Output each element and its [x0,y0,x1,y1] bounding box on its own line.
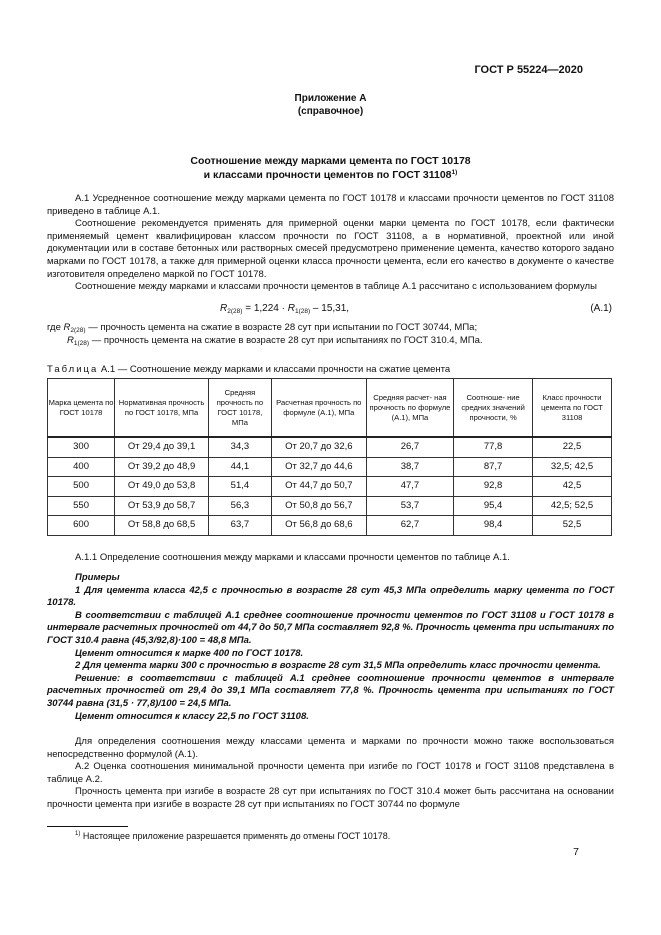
table-caption [47,364,450,377]
cell-grade: 500 [48,477,115,497]
annex-subtitle: (справочное) [297,106,364,117]
footnote-separator [47,826,128,827]
header-grade: Марка цемента по ГОСТ 10178 [48,379,115,438]
cell-grade: 300 [48,437,115,457]
annex-main-title [47,155,614,182]
footnote [75,830,390,843]
example-1-result: Цемент относится к марке 400 по ГОСТ 10178. [75,647,304,659]
table-a1 [47,378,612,536]
footnote-mark: 1) [75,831,81,837]
example-2-solution: Решение: в соответствии с таблицей А.1 среднее соотношение прочности цементов в интервале расчетных прочностей от 29,4 до 39,1 МПа составляет 77,8 %. Прочность цемента при испытаниях по ГОСТ 30744 равна (31,5 · 77,8)/100 = 24,5 МПа. [47,672,614,709]
header-calculated-strength: Расчетная прочность по формуле (А.1), МПа [271,379,366,438]
formula-number: (А.1) [590,303,612,314]
cell-mean-calculated: 47,7 [366,477,453,497]
cell-class: 42,5; 52,5 [533,496,612,516]
header-normative-strength: Нормативная прочность по ГОСТ 10178, МПа [115,379,209,438]
cell-calculated: От 44,7 до 50,7 [271,477,366,497]
example-2-task: 2 Для цемента марки 300 с прочностью в возрасте 28 сут 31,5 МПа определить класс прочности цемента. [75,660,601,672]
legend-r2-text: — прочность цемента на сжатие в возрасте 28 сут при испытании по ГОСТ 30744, МПа; [85,322,478,333]
legend-r2-symbol: R [63,322,71,333]
formula-r-sub: 1(28) [294,308,311,315]
legend-r1-symbol: R [67,334,74,346]
intro-text [47,193,614,294]
formula-lhs: R [220,303,228,314]
header-mean-calculated-strength: Средняя расчет- ная прочность по формуле (А.1), МПа [366,379,453,438]
cell-mean: 56,3 [208,496,271,516]
header-mean-strength: Средняя прочность по ГОСТ 10178, МПа [208,379,271,438]
examples-heading: Примеры [75,572,120,583]
cell-mean: 34,3 [208,437,271,457]
example-1-solution: В соответствии с таблицей А.1 среднее соотношение прочности цементов по ГОСТ 31108 и ГОСТ 10178 в интервале расчетных прочностей от 44,7 до 50,7 МПа составляет 92,8 %. Прочность цемента при испытаниях по ГОСТ 310.4 равна (45,3/92,8)·100 = 48,8 МПа. [47,609,614,646]
cell-class: 42,5 [533,477,612,497]
footnote-text: Настоящее приложение разрешается применять до отмены ГОСТ 10178. [80,831,391,841]
cell-ratio: 77,8 [454,437,533,457]
cell-ratio: 87,7 [454,457,533,477]
table-row [48,437,612,457]
cell-calculated: От 56,8 до 68,6 [271,516,366,536]
formula-mid: = 1,224 · [242,303,288,314]
title-line-1: Соотношение между марками цемента по ГОСТ 10178 [190,155,471,167]
legend-r2 [47,322,614,335]
annex-heading [47,92,614,118]
annex-title: Приложение А [294,93,367,104]
cell-mean-calculated: 53,7 [366,496,453,516]
paragraph-bending-strength: Прочность цемента при изгибе в возрасте 28 сут при испытаниях по ГОСТ 310.4 может быть рассчитана на основании прочности цемента при изгибе в возрасте 28 сут при испытаниях по ГОСТ 30744 по формуле [47,786,614,810]
table-caption-text: А.1 — Соотношение между марками и классами прочности на сжатие цемента [98,364,451,375]
title-line-2-text: и классами прочности цементов по ГОСТ 31108 [203,168,452,181]
cell-ratio: 95,4 [454,496,533,516]
cell-class: 32,5; 42,5 [533,457,612,477]
formula-rhs: – 15,31, [310,303,350,314]
table-row [48,496,612,516]
paragraph-recommendation: Соотношение рекомендуется применять для примерной оценки марки цемента по ГОСТ 10178, если фактически применяемый цемент квалифицирован классом прочности по ГОСТ 31108, а в нормативной, проектной или иной документации или в составе бетонных или растворных смесей предусмотрено применение цемента, качество которого задано марками по ГОСТ 10178, а также для примерной оценки класса прочности цемента, если его качество в документе о качестве изготовителя определено маркой по ГОСТ 10178. [47,218,614,280]
table-row [48,457,612,477]
example-2-result: Цемент относится к классу 22,5 по ГОСТ 31108. [75,710,309,722]
cell-ratio: 92,8 [454,477,533,497]
legend-where: где [47,322,64,333]
title-footnote-ref: 1) [451,168,458,176]
header-ratio: Соотноше- ние средних значений прочности, % [454,379,533,438]
cell-normative: От 39,2 до 48,9 [115,457,209,477]
cell-calculated: От 50,8 до 56,7 [271,496,366,516]
cell-mean-calculated: 26,7 [366,437,453,457]
formula-r: R [287,303,295,314]
cell-normative: От 53,9 до 58,7 [115,496,209,516]
legend-r1-sub: 1(28) [73,339,90,347]
paragraph-a1-1: А.1.1 Определение соотношения между марками и классами прочности цементов по таблице А.1. [75,552,510,563]
legend-r2-sub: 2(28) [70,327,86,334]
table-row [48,516,612,536]
cell-calculated: От 20,7 до 32,6 [271,437,366,457]
cell-normative: От 58,8 до 68,5 [115,516,209,536]
cell-mean: 44,1 [208,457,271,477]
legend-r1-text: — прочность цемента на сжатие в возрасте 28 сут при испытаниях по ГОСТ 310.4, МПа. [89,334,483,346]
paragraph-a1: А.1 Усредненное соотношение между марками цемента по ГОСТ 10178 и классами прочности цементов по ГОСТ 31108 приведено в таблице А.1. [47,193,614,217]
cell-normative: От 49,0 до 53,8 [115,477,209,497]
cell-ratio: 98,4 [454,516,533,536]
closing-text [47,736,614,812]
formula-lhs-sub: 2(28) [227,308,243,315]
section-a1-1 [47,552,614,565]
cell-grade: 400 [48,457,115,477]
formula-expression [220,303,349,316]
cell-calculated: От 32,7 до 44,6 [271,457,366,477]
cell-grade: 600 [48,516,115,536]
example-1-task: 1 Для цемента класса 42,5 с прочностью в возрасте 28 сут 45,3 МПа определить марку цемента по ГОСТ 10178. [47,584,614,609]
cell-grade: 550 [48,496,115,516]
examples-block [47,572,614,723]
table-caption-label: Таблица [47,364,99,375]
header-strength-class: Класс прочности цемента по ГОСТ 31108 [533,379,612,438]
document-number: ГОСТ Р 55224—2020 [474,64,583,76]
table-row [48,477,612,497]
cell-mean: 51,4 [208,477,271,497]
formula-legend [47,322,614,347]
formula-a1 [47,303,614,317]
cell-mean-calculated: 62,7 [366,516,453,536]
cell-mean-calculated: 38,7 [366,457,453,477]
paragraph-formula-intro: Соотношение между марками и классами прочности цементов в таблице А.1 рассчитано с использованием формулы [75,281,597,293]
legend-r1 [47,335,614,348]
page-number: 7 [573,846,579,858]
cell-normative: От 29,4 до 39,1 [115,437,209,457]
table-header-row [48,379,612,438]
cell-mean: 63,7 [208,516,271,536]
title-line-2 [47,169,614,183]
cell-class: 52,5 [533,516,612,536]
paragraph-reverse-use: Для определения соотношения между классами цемента и марками по прочности можно также воспользоваться непосредственно формулой (А.1). [47,736,614,760]
paragraph-a2: А.2 Оценка соотношения минимальной прочности цемента при изгибе по ГОСТ 10178 и ГОСТ 31108 представлена в таблице А.2. [47,761,614,785]
cell-class: 22,5 [533,437,612,457]
